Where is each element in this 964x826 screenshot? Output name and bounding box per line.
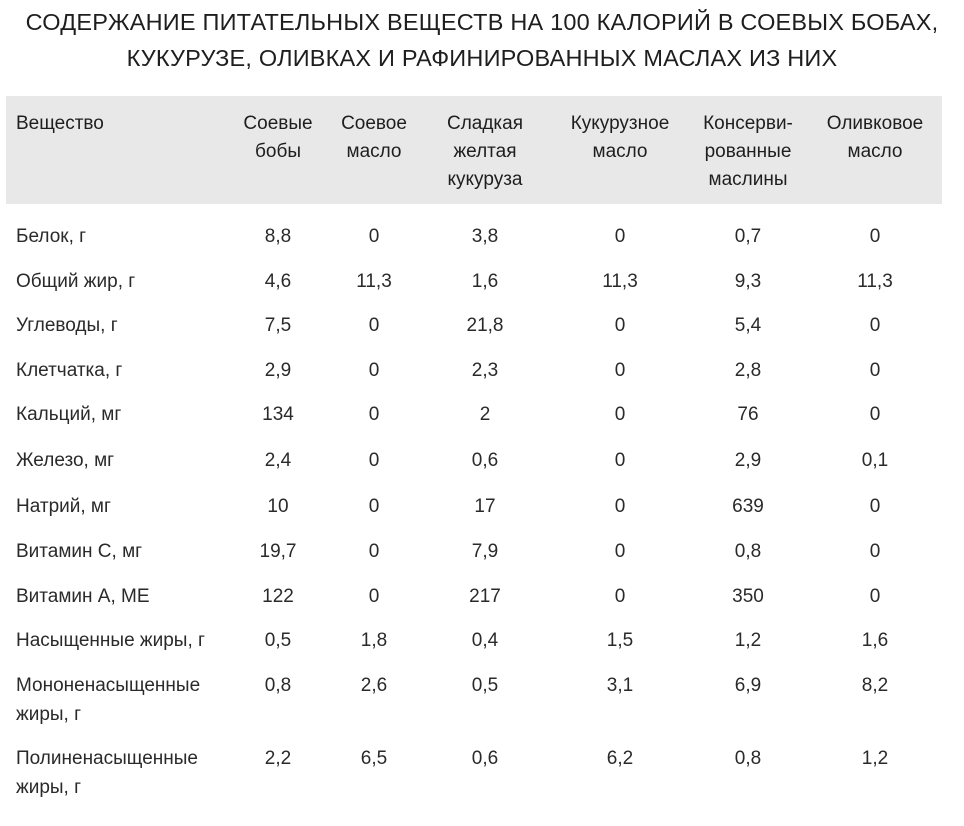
cell-corn-oil: 0 xyxy=(614,226,626,247)
cell-olive-oil: 11,3 xyxy=(857,271,893,292)
cell-corn-oil: 11,3 xyxy=(602,271,638,292)
header-sweet-corn: Сладкая желтая кукуруза xyxy=(446,113,524,190)
cell-soy-oil: 0 xyxy=(368,541,380,562)
cell-sweet-corn: 3,8 xyxy=(471,226,499,247)
cell-corn-oil: 0 xyxy=(614,541,626,562)
cell-sweet-corn: 21,8 xyxy=(466,315,504,336)
cell-sweet-corn: 17 xyxy=(474,496,496,517)
cell-corn-oil: 0 xyxy=(614,496,626,517)
cell-soy-oil: 11,3 xyxy=(356,271,392,292)
row-label: Углеводы, г xyxy=(16,315,118,336)
cell-soy-oil: 6,5 xyxy=(360,748,388,769)
cell-corn-oil: 6,2 xyxy=(606,748,634,769)
title-line-2: КУКУРУЗЕ, ОЛИВКАХ И РАФИНИРОВАННЫХ МАСЛАХ ИЗ НИХ xyxy=(126,45,838,71)
cell-soybeans: 2,2 xyxy=(264,748,292,769)
cell-canned-olives: 2,8 xyxy=(734,360,762,381)
cell-sweet-corn: 0,5 xyxy=(471,675,499,696)
row-label: Витамин С, мг xyxy=(16,541,143,562)
cell-sweet-corn: 2,3 xyxy=(471,360,499,381)
cell-corn-oil: 0 xyxy=(614,404,626,425)
table-header xyxy=(6,96,942,204)
cell-canned-olives: 76 xyxy=(737,404,759,425)
cell-sweet-corn: 1,6 xyxy=(471,271,499,292)
header-canned-olives: Консерви- рованные маслины xyxy=(703,113,793,190)
cell-canned-olives: 6,9 xyxy=(734,675,762,696)
cell-canned-olives: 350 xyxy=(732,586,764,607)
row-label: Железо, мг xyxy=(16,450,115,471)
cell-canned-olives: 0,7 xyxy=(734,226,762,247)
cell-corn-oil: 1,5 xyxy=(606,630,634,651)
cell-soybeans: 8,8 xyxy=(264,226,292,247)
cell-soy-oil: 0 xyxy=(368,315,380,336)
header-soybeans: Соевые бобы xyxy=(243,113,313,162)
cell-canned-olives: 639 xyxy=(732,496,764,517)
cell-soy-oil: 2,6 xyxy=(360,675,388,696)
page-title xyxy=(0,4,964,76)
cell-soybeans: 7,5 xyxy=(264,315,292,336)
cell-olive-oil: 0 xyxy=(869,496,881,517)
nutrient-table xyxy=(6,96,942,798)
row-label: Натрий, мг xyxy=(16,496,111,517)
header-corn-oil: Кукурузное масло xyxy=(570,113,670,162)
header-olive-oil: Оливковое масло xyxy=(826,113,924,162)
cell-soybeans: 134 xyxy=(262,404,294,425)
cell-olive-oil: 8,2 xyxy=(861,675,889,696)
cell-olive-oil: 0 xyxy=(869,404,881,425)
cell-soy-oil: 0 xyxy=(368,404,380,425)
cell-soybeans: 0,5 xyxy=(264,630,292,651)
cell-corn-oil: 3,1 xyxy=(606,675,634,696)
cell-sweet-corn: 0,4 xyxy=(471,630,499,651)
cell-soybeans: 0,8 xyxy=(264,675,292,696)
row-label: Полиненасыщенные жиры, г xyxy=(16,748,198,798)
cell-olive-oil: 0 xyxy=(869,541,881,562)
header-substance: Вещество xyxy=(16,113,104,134)
cell-soybeans: 2,4 xyxy=(264,450,292,471)
cell-sweet-corn: 7,9 xyxy=(471,541,499,562)
cell-olive-oil: 0 xyxy=(869,586,881,607)
cell-olive-oil: 0 xyxy=(869,226,881,247)
row-label: Общий жир, г xyxy=(16,271,136,292)
cell-olive-oil: 1,2 xyxy=(861,748,889,769)
header-soy-oil: Соевое масло xyxy=(341,113,407,162)
cell-soybeans: 2,9 xyxy=(264,360,292,381)
cell-canned-olives: 1,2 xyxy=(734,630,762,651)
row-label: Витамин А, МЕ xyxy=(16,586,150,607)
cell-sweet-corn: 0,6 xyxy=(471,748,499,769)
cell-soybeans: 4,6 xyxy=(264,271,292,292)
cell-sweet-corn: 0,6 xyxy=(471,450,499,471)
cell-soybeans: 19,7 xyxy=(259,541,297,562)
cell-olive-oil: 0,1 xyxy=(861,450,889,471)
row-label: Мононенасыщенные жиры, г xyxy=(16,675,201,725)
cell-olive-oil: 0 xyxy=(869,360,881,381)
cell-canned-olives: 9,3 xyxy=(734,271,762,292)
cell-soy-oil: 0 xyxy=(368,496,380,517)
cell-soy-oil: 0 xyxy=(368,360,380,381)
cell-soybeans: 10 xyxy=(267,496,289,517)
cell-sweet-corn: 2 xyxy=(479,404,491,425)
cell-canned-olives: 5,4 xyxy=(734,315,762,336)
cell-canned-olives: 0,8 xyxy=(734,748,762,769)
row-label: Клетчатка, г xyxy=(16,360,123,381)
row-label: Кальций, мг xyxy=(16,404,122,425)
cell-corn-oil: 0 xyxy=(614,360,626,381)
cell-soy-oil: 0 xyxy=(368,586,380,607)
cell-soy-oil: 0 xyxy=(368,226,380,247)
row-label: Белок, г xyxy=(16,226,87,247)
cell-corn-oil: 0 xyxy=(614,586,626,607)
cell-corn-oil: 0 xyxy=(614,315,626,336)
cell-canned-olives: 2,9 xyxy=(734,450,762,471)
cell-corn-oil: 0 xyxy=(614,450,626,471)
cell-canned-olives: 0,8 xyxy=(734,541,762,562)
cell-olive-oil: 0 xyxy=(869,315,881,336)
cell-sweet-corn: 217 xyxy=(469,586,501,607)
row-label: Насыщенные жиры, г xyxy=(16,630,205,651)
cell-soy-oil: 0 xyxy=(368,450,380,471)
title-line-1: СОДЕРЖАНИЕ ПИТАТЕЛЬНЫХ ВЕЩЕСТВ НА 100 КАЛОРИЙ В СОЕВЫХ БОБАХ, xyxy=(25,9,939,35)
cell-soybeans: 122 xyxy=(262,586,294,607)
cell-olive-oil: 1,6 xyxy=(861,630,889,651)
cell-soy-oil: 1,8 xyxy=(360,630,388,651)
